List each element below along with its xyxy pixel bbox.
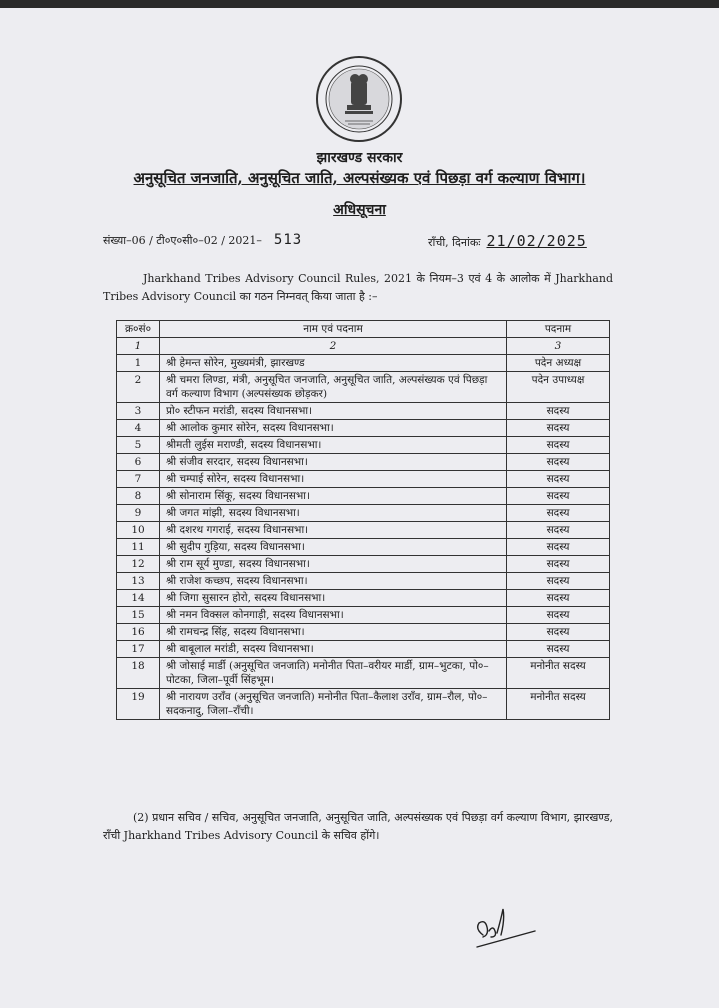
- name-cell: श्री दशरथ गगराई, सदस्य विधानसभा।: [160, 522, 507, 539]
- header-serial: क्र०सं०: [117, 321, 160, 338]
- notification-title: अधिसूचना: [333, 202, 386, 218]
- table-row: [117, 372, 610, 403]
- table-row: [117, 471, 610, 488]
- date-label: राँची, दिनांकः: [428, 236, 481, 249]
- role-cell: सदस्य: [507, 573, 610, 590]
- table-row: [117, 689, 610, 720]
- name-cell: श्री राम सूर्य मुण्डा, सदस्य विधानसभा।: [160, 556, 507, 573]
- signature-icon: [465, 901, 545, 961]
- role-cell: सदस्य: [507, 505, 610, 522]
- role-cell: सदस्य: [507, 437, 610, 454]
- role-cell: सदस्य: [507, 624, 610, 641]
- document-page: [0, 8, 719, 1008]
- role-cell: सदस्य: [507, 454, 610, 471]
- name-cell: श्री संजीव सरदार, सदस्य विधानसभा।: [160, 454, 507, 471]
- table-row: [117, 437, 610, 454]
- name-cell: श्री जगत मांझी, सदस्य विधानसभा।: [160, 505, 507, 522]
- table-header-row: [117, 321, 610, 338]
- date-line: [428, 232, 587, 250]
- closing-paragraph: (2) प्रधान सचिव / सचिव, अनुसूचित जनजाति, अनुसूचित जाति, अल्पसंख्यक एवं पिछड़ा वर्ग कल्याण विभाग, झारखण्ड, राँची Jharkhand Tribes Advisory Council के सचिव होंगे।: [103, 811, 613, 842]
- role-cell: मनोनीत सदस्य: [507, 658, 610, 689]
- name-cell: श्रीमती लुईस मराण्डी, सदस्य विधानसभा।: [160, 437, 507, 454]
- role-cell: पदेन उपाध्यक्ष: [507, 372, 610, 403]
- role-cell: सदस्य: [507, 556, 610, 573]
- index-3: 3: [507, 338, 610, 355]
- name-cell: श्री नारायण उराँव (अनुसूचित जनजाति) मनोनीत पिता–कैलाश उराँव, ग्राम–रौल, पो०–सदकनादु, जिला–राँची।: [160, 689, 507, 720]
- name-cell: श्री बाबूलाल मरांडी, सदस्य विधानसभा।: [160, 641, 507, 658]
- government-name: झारखण्ड सरकार: [316, 150, 403, 166]
- serial-cell: 3: [117, 403, 160, 420]
- table-row: [117, 355, 610, 372]
- table-row: [117, 505, 610, 522]
- role-cell: सदस्य: [507, 607, 610, 624]
- name-cell: श्री सोनाराम सिंकू, सदस्य विधानसभा।: [160, 488, 507, 505]
- role-cell: सदस्य: [507, 522, 610, 539]
- serial-cell: 14: [117, 590, 160, 607]
- reference-label: संख्या–06 / टी०ए०सी०–02 / 2021–: [103, 234, 262, 247]
- role-cell: सदस्य: [507, 471, 610, 488]
- table-row: [117, 420, 610, 437]
- serial-cell: 11: [117, 539, 160, 556]
- serial-cell: 13: [117, 573, 160, 590]
- name-cell: श्री नमन विक्सल कोनगाड़ी, सदस्य विधानसभा।: [160, 607, 507, 624]
- serial-cell: 6: [117, 454, 160, 471]
- table-row: [117, 624, 610, 641]
- table-row: [117, 658, 610, 689]
- table-row: [117, 454, 610, 471]
- serial-cell: 16: [117, 624, 160, 641]
- table-row: [117, 522, 610, 539]
- department-name: अनुसूचित जनजाति, अनुसूचित जाति, अल्पसंख्यक एवं पिछड़ा वर्ग कल्याण विभाग।: [133, 169, 586, 187]
- name-cell: श्री जिगा सुसारन होरो, सदस्य विधानसभा।: [160, 590, 507, 607]
- index-2: 2: [160, 338, 507, 355]
- name-cell: श्री राजेश कच्छप, सदस्य विधानसभा।: [160, 573, 507, 590]
- serial-cell: 15: [117, 607, 160, 624]
- table-row: [117, 573, 610, 590]
- role-cell: सदस्य: [507, 590, 610, 607]
- serial-cell: 8: [117, 488, 160, 505]
- name-cell: श्री चमरा लिण्डा, मंत्री, अनुसूचित जनजाति, अनुसूचित जाति, अल्पसंख्यक एवं पिछड़ा वर्ग कल्याण विभाग (अल्पसंख्यक छोड़कर): [160, 372, 507, 403]
- name-cell: प्रो० स्टीफन मरांडी, सदस्य विधानसभा।: [160, 403, 507, 420]
- role-cell: सदस्य: [507, 641, 610, 658]
- name-cell: श्री चम्पाई सोरेन, सदस्य विधानसभा।: [160, 471, 507, 488]
- table-row: [117, 539, 610, 556]
- header-role: पदनाम: [507, 321, 610, 338]
- serial-cell: 17: [117, 641, 160, 658]
- date-handwritten: 21/02/2025: [486, 232, 587, 250]
- table-row: [117, 590, 610, 607]
- table-row: [117, 607, 610, 624]
- serial-cell: 9: [117, 505, 160, 522]
- serial-cell: 10: [117, 522, 160, 539]
- reference-handwritten-number: 513: [273, 232, 303, 248]
- serial-cell: 1: [117, 355, 160, 372]
- serial-cell: 5: [117, 437, 160, 454]
- name-cell: श्री रामचन्द्र सिंह, सदस्य विधानसभा।: [160, 624, 507, 641]
- name-cell: श्री सुदीप गुड़िया, सदस्य विधानसभा।: [160, 539, 507, 556]
- index-1: 1: [117, 338, 160, 355]
- state-emblem-icon: [315, 55, 403, 143]
- table-index-row: [117, 338, 610, 355]
- serial-cell: 12: [117, 556, 160, 573]
- role-cell: सदस्य: [507, 539, 610, 556]
- reference-number: [103, 232, 302, 248]
- role-cell: मनोनीत सदस्य: [507, 689, 610, 720]
- table-row: [117, 556, 610, 573]
- council-members-table: [116, 320, 610, 720]
- intro-paragraph: Jharkhand Tribes Advisory Council Rules, 2021 के नियम–3 एवं 4 के आलोक में Jharkhand Tribes Advisory Council का गठन निम्नवत् किया जाता है :–: [103, 272, 613, 303]
- table-row: [117, 488, 610, 505]
- name-cell: श्री जोसाई मार्डी (अनुसूचित जनजाति) मनोनीत पिता–वरीयर मार्डी, ग्राम–भुटका, पो०–पोटका, जिला–पूर्वी सिंहभूम।: [160, 658, 507, 689]
- serial-cell: 2: [117, 372, 160, 403]
- role-cell: पदेन अध्यक्ष: [507, 355, 610, 372]
- name-cell: श्री हेमन्त सोरेन, मुख्यमंत्री, झारखण्ड: [160, 355, 507, 372]
- header-name: नाम एवं पदनाम: [160, 321, 507, 338]
- name-cell: श्री आलोक कुमार सोरेन, सदस्य विधानसभा।: [160, 420, 507, 437]
- serial-cell: 7: [117, 471, 160, 488]
- table-row: [117, 403, 610, 420]
- table-row: [117, 641, 610, 658]
- serial-cell: 4: [117, 420, 160, 437]
- serial-cell: 19: [117, 689, 160, 720]
- role-cell: सदस्य: [507, 403, 610, 420]
- role-cell: सदस्य: [507, 420, 610, 437]
- role-cell: सदस्य: [507, 488, 610, 505]
- serial-cell: 18: [117, 658, 160, 689]
